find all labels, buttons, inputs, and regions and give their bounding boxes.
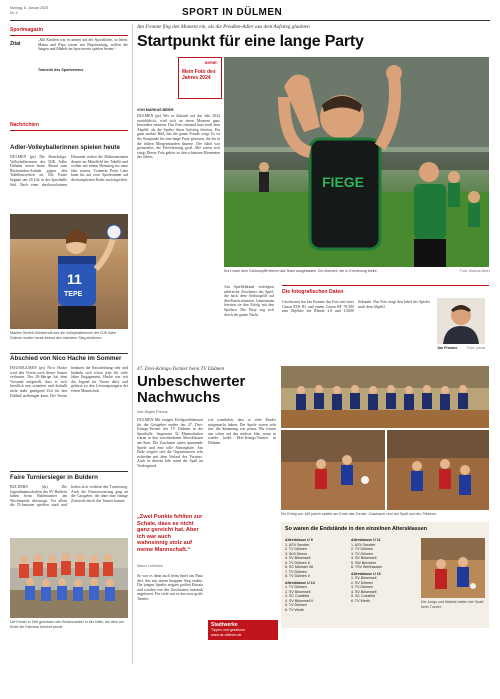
ergebnisse-left2-row: 1. TV Dülmen — [285, 585, 307, 589]
ergebnisse-photo — [421, 538, 485, 598]
lead-kicker: Am Fronme fing den Moment ein, als die Preußen-Adler aus dem Aufstieg glaubten — [137, 24, 310, 30]
ergebnisse-right2-row: 1. SV Bösensell — [351, 576, 377, 580]
kids-team-photo — [10, 538, 128, 618]
foto-daten-body: Geschossen hat Jan Fronme das Foto mit einer Canon EOS R3 und einem Canon RF 70-200 mm Objektiv bei Blende 2.8 und 1/2000 Sekunde. Das Foto zeigt den Jubel der Spieler nach dem Abpfiff. — [282, 300, 430, 314]
nachrichten-body: DÜLMEN (ps) Die Bezirksliga-Volleyballerinnen des DJK Adler Dülmen treten heute Abend zum Rückrunden-Auftakt gegen den Tabellenzweiten an. Die Partie beginnt um 20 Uhr in der Sporthalle Süd. Nach einer durchwachsenen Hinrunde stehen die Dülmenerinnen derzeit im Mittelfeld der Tabelle und wollen mit einem Heimsieg ins neue Jahr starten. Trainerin Petra Lenz kann bis auf zwei Spielerinnen auf den kompletten Kader zurückgreifen. — [10, 155, 128, 187]
team-photo — [281, 366, 489, 428]
zitat-label: Zitat — [10, 41, 21, 47]
abschied-title: Abschied von Nico Hache im Sommer — [10, 355, 122, 362]
ergebnisse-right-row: 6. TSV Werthausen — [351, 565, 383, 569]
celebration-photo — [224, 57, 489, 267]
ergebnisse-right-row: 5. SW Berchem — [351, 560, 377, 565]
abschied-body: HAUSDÜLMEN (ps) Nico Hache wird den Verein nach dieser Saison verlassen. Der 28-Jährige hat dem Vorstand mitgeteilt, dass er sich beruflich neu orientiert und deshalb nicht mehr genügend Zeit für den Fußball aufbringen kann. Der Verein bedauert die Entscheidung sehr und bedankt sich schon jetzt für viele Jahre Engagement. Hache war seit der Jugend im Verein aktiv und gehörte zu den Leistungsträgern der ersten Mannschaft. — [10, 366, 128, 398]
photographer-credit: Foto: privat — [467, 346, 485, 350]
nachwuchs-quote: „Zwei Punkte fehlten zur Schale, dass es nicht ganz gereicht hat. Aber ich war auch wahnsinnig stolz auf meine Mannschaft.“ — [137, 514, 203, 553]
ergebnisse-right2-row: 4. SV Bösensell — [351, 589, 377, 594]
ergebnisse-right-row: 2. TV Dülmen — [351, 547, 373, 551]
section-title: SPORT IN DÜLMEN — [182, 7, 283, 18]
ergebnisse-left-row: 1. ASV Senden — [285, 542, 310, 547]
shirt-text: FIEGE — [322, 174, 365, 190]
faire-rule — [10, 471, 128, 472]
lead-byline: VON MARKUS BEIER — [137, 108, 174, 112]
page-number: Nr. 4 — [10, 11, 18, 15]
photographer-portrait — [437, 298, 485, 344]
sportmagazin-label: Sportmagazin — [10, 27, 44, 33]
ergebnisse-right-row: 3. TV Dülmen — [351, 551, 373, 556]
ergebnisse-right-row: 1. ASV Senden — [351, 542, 376, 547]
lead-col3: Am Spielfeldrand verfolgten zahlreiche Zuschauer das Spiel, die nach dem Schlusspfiff auf den Rasen stürmten. Gemeinsam feierten sie den Erfolg mit den Spielern. Die Party zog sich durch die ganze Nacht. — [224, 285, 274, 317]
advertisement[interactable] — [208, 620, 278, 640]
faire-body: BULDERN (ds) Die Jugendmannschaften des SV Buldern haben beim Hallenturnier am Wochenende überzeugt. Vor allem die D-Junioren spielten stark und holten sich verdient den Turniersieg. Auch die Fairnesswertung ging an die Gastgeber, die ohne eine einzige Zeitstrafe durch das Turnier kamen. — [10, 485, 128, 508]
ergebnisse-left-row: 6. SC Münster 08 — [285, 565, 313, 569]
ergebnisse-left-head: Altersklasse U 9 — [285, 538, 313, 542]
nachwuchs-kicker: 47. Drei-Königs-Turnier beim TV Dülmen — [137, 366, 225, 372]
ergebnisse-right2-row: 3. TV Dülmen — [351, 585, 373, 589]
ergebnisse-right2-row: 2. SV Dülmen — [351, 580, 374, 585]
lead-headline: Startpunkt für eine lange Party — [137, 33, 364, 50]
sportmagazin-rule — [10, 35, 128, 36]
team-photo-caption: Ein Erfolg von 180 jubeln spielte am Ende das Turnier. Zuschauer und viel Spaß auf den Tribünen. — [281, 512, 438, 516]
serie-text: Mein Foto des Jahres 2024 — [182, 69, 216, 81]
ergebnisse-left2-row: 6. TV Werth — [285, 607, 305, 612]
ergebnisse-left-row: 7. TV Dülmen — [285, 569, 307, 574]
ergebnisse-left-row: 2. TV Dülmen — [285, 547, 307, 551]
ergebnisse-photo-caption: Die Jungs und Mädels hatten viel Spaß beim Turnier. — [421, 600, 484, 609]
action-photo-2 — [387, 430, 489, 510]
ad-url: www.dz-dülmen.de — [211, 632, 242, 637]
ergebnisse-right2-row: 5. SC Coesfeld — [351, 594, 376, 598]
ergebnisse-right-row: 4. SV Bösensell — [351, 556, 377, 560]
ergebnisse-left-row: 8. TV Dülmen II — [285, 574, 310, 578]
ergebnisse-left2-row: 2. SV Bösensell — [285, 589, 311, 594]
ergebnisse-left-head2: Altersklasse U 14 — [285, 580, 315, 585]
ergebnisse-right — [351, 538, 415, 603]
nachrichten-label: Nachrichten — [10, 122, 39, 128]
faire-title: Faire Turniersieger in Buldern — [10, 474, 98, 481]
volleyball-caption: Marlies Gerlich-Westerholt und die Volleyballerinnen der DJK Adler Dülmen wollen heute Abend den nächsten Sieg einfahren. — [10, 331, 117, 340]
ergebnisse-left-row: 4. SV Bösensell — [285, 556, 311, 560]
serie-box — [178, 57, 222, 99]
header-rule — [10, 20, 490, 21]
ergebnisse-right-head: Altersklasse U 11 — [351, 538, 381, 542]
volleyball-photo — [10, 214, 128, 329]
foto-daten-box — [282, 285, 489, 356]
ergebnisse-left2-row: 3. SC Coesfeld — [285, 594, 310, 598]
nachwuchs-col2: wie wunderbar, dass so viele Kinder mitgemacht haben. Die Spiele waren sehr fair, die Stimmung war prima. Wir freuen uns schon auf das nächste Jahr, wenn es wieder heißt: Drei-Königs-Turnier in Dülmen. — [208, 418, 276, 445]
celebration-credit: Foto: Markus Beier — [459, 269, 490, 273]
column-divider — [132, 24, 133, 664]
ad-text: Tippen und gewinnen — [211, 628, 246, 632]
foto-daten-label: Die fotografischen Daten — [282, 289, 344, 295]
ergebnisse-left-row: 3. SuS Senne — [285, 551, 308, 556]
ergebnisse-box — [281, 522, 489, 628]
nachwuchs-col1-cont: So war es dann auch beim Spiel um Platz drei, das mit einem knappen Sieg endete. Die jungen Spieler zeigten großen Einsatz und wurden von den Zuschauern lautstark angefeuert. Für viele war es das erste große Turnier. — [137, 574, 203, 601]
nachwuchs-body: DÜLMEN Mit einigen Erfolgserlebnissen für die Gastgeber endete das 47. Drei-Königs-Turnier des TV Dülmen in der Sporthalle. Insgesamt 32 Mannschaften waren in den verschiedenen Altersklassen am Start. Die Zuschauer sahen spannende Spiele und eine tolle Atmosphäre. Am Ende zeigten sich die Organisatoren sehr zufrieden mit dem Verlauf des Turniers. Auch in diesem Jahr stand der Spaß im Vordergrund. — [137, 418, 203, 468]
nachrichten-rule — [10, 130, 128, 131]
svg-text:TEPE: TEPE — [64, 291, 83, 298]
ergebnisse-right-head2: Altersklasse U 16 — [351, 571, 381, 576]
nachwuchs-headline: Unbeschwerter Nachwuchs — [137, 373, 246, 406]
ergebnisse-left — [285, 538, 345, 612]
serie-label: SERIE: — [204, 60, 218, 65]
ergebnisse-left2-row: 4. SV Bösensell II — [285, 598, 314, 603]
nachwuchs-byline: Von Jürgen Primus — [137, 410, 168, 414]
ergebnisse-left2-row: 5. TV Dülmen — [285, 603, 307, 607]
photographer-name: Jan Fronme — [437, 346, 458, 350]
kids-photo-caption: Die Kinder in Zivil genossen den Budenzauber in der Halle, bei dem am Ende die Fairness belohnt wurde. — [10, 620, 124, 629]
zitat-source: Trainerin des Sportvereins — [38, 68, 84, 72]
ad-title: Stadtwerke — [211, 622, 238, 628]
lead-body: DÜLMEN (ps) Wer in Zukunft auf das Jahr 2024 zurückblickt, wird sich an einen Moment ganz besonders erinnern. Das Foto entstand kurz nach dem Abpfiff, als die Spieler ihren Aufstieg feierten. Ein ganz starkes Bild, das die ganze Freude zeigt. Es ist der Startpunkt für eine lange Party gewesen, die bis in die frühen Morgenstunden dauerte. Der Jubel war grenzenlos, die Erleichterung groß. Alle waren sich einig: Dieses Foto gehört zu den schönsten Momenten des Jahres. — [137, 114, 220, 160]
zitat-text: „Mit Kindern war es immer auf der Sportfläche, so leben. Mama und Papa waren mit Begeisterung, wollen die Jungen und Mädels im Sportverein spielen lernen.“ — [38, 38, 128, 52]
action-photo-1 — [281, 430, 385, 510]
nachrichten-title: Adler-Volleyballerinnen spielen heute — [10, 144, 120, 151]
ergebnisse-right2-row: 6. TV Werth — [351, 598, 371, 603]
ergebnisse-left-row: 5. TV Dülmen II — [285, 560, 310, 565]
ergebnisse-title: So waren die Endstände in den einzelnen Altersklassen — [285, 526, 428, 532]
celebration-caption: Kurz nach dem Schlusspfiff feierte das Team ausgelassen. Ein Moment, der in Erinnerung bleibt. — [224, 269, 378, 273]
svg-text:11: 11 — [67, 271, 82, 287]
abschied-rule — [10, 353, 128, 354]
nachwuchs-quote-source: Marco Lehmann — [137, 564, 163, 568]
date-line: Montag, 6. Januar 2025 — [10, 6, 48, 10]
